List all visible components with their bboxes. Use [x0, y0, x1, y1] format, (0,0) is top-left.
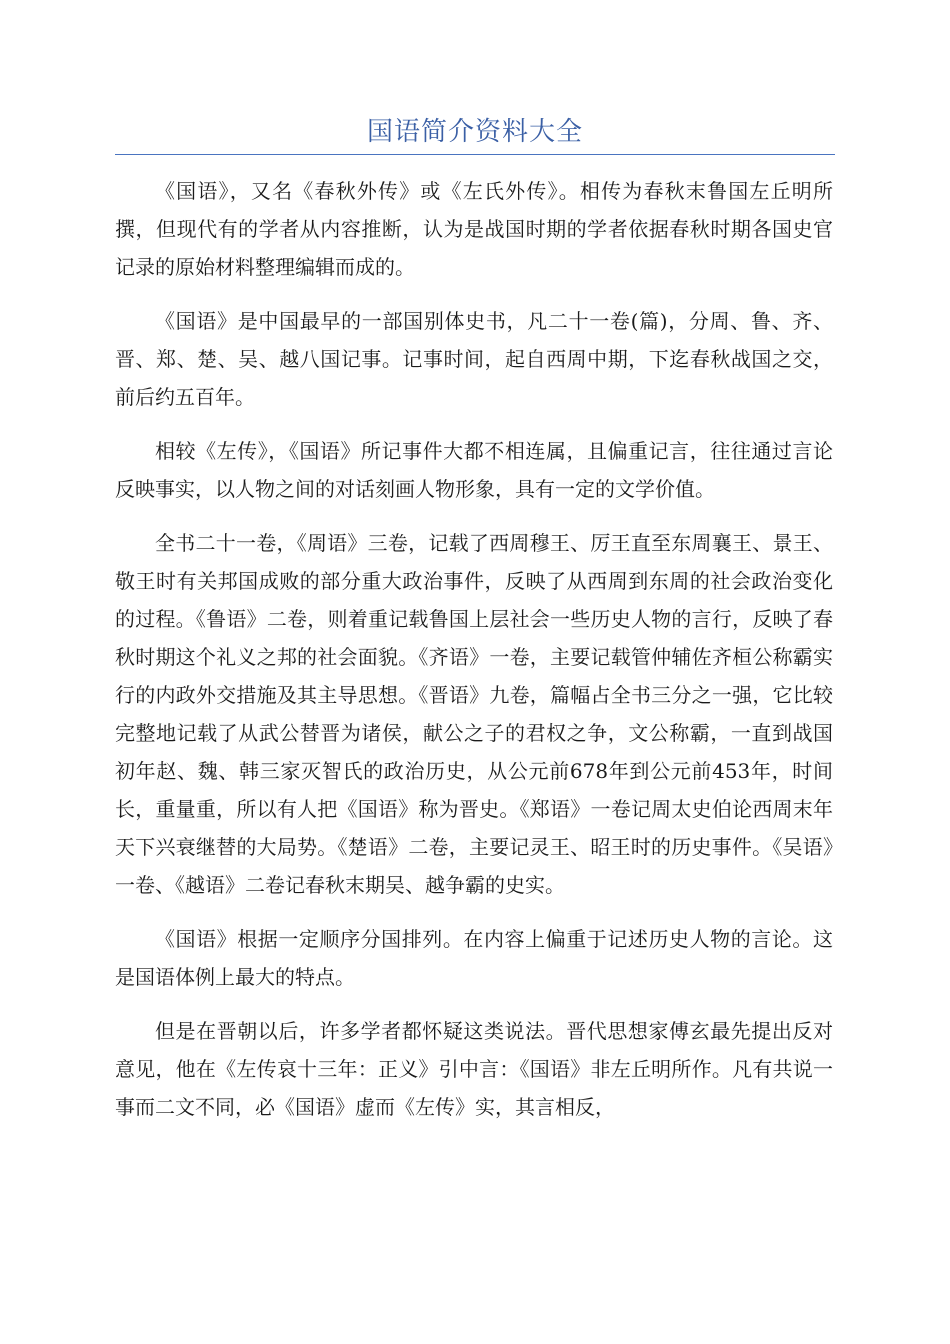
paragraph-arrangement: 《国语》根据一定顺序分国排列。在内容上偏重于记述历史人物的言论。这是国语体例上最大的特点。	[115, 927, 833, 989]
paragraph-overview: 《国语》是中国最早的一部国别体史书，凡二十一卷(篇)，分周、鲁、齐、晋、郑、楚、吴、越八国记事。记事时间，起自西周中期，下迄春秋战国之交，前后约五百年。	[115, 309, 833, 409]
title-underline	[115, 154, 835, 155]
paragraph-comparison: 相较《左传》，《国语》所记事件大都不相连属，且偏重记言，往往通过言论反映事实，以人物之间的对话刻画人物形象，具有一定的文学价值。	[115, 439, 833, 501]
document-body	[115, 172, 833, 1142]
paragraph-intro: 《国语》，又名《春秋外传》或《左氏外传》。相传为春秋末鲁国左丘明所撰，但现代有的学者从内容推断，认为是战国时期的学者依据春秋时期各国史官记录的原始材料整理编辑而成的。	[115, 179, 833, 279]
paragraph-volumes: 全书二十一卷，《周语》三卷，记载了西周穆王、厉王直至东周襄王、景王、敬王时有关邦国成败的部分重大政治事件，反映了从西周到东周的社会政治变化的过程。《鲁语》二卷，则着重记载鲁国上层社会一些历史人物的言行，反映了春秋时期这个礼义之邦的社会面貌。《齐语》一卷，主要记载管仲辅佐齐桓公称霸实行的内政外交措施及其主导思想。《晋语》九卷，篇幅占全书三分之一强，它比较完整地记载了从武公替晋为诸侯，献公之子的君权之争，文公称霸，一直到战国初年赵、魏、韩三家灭智氏的政治历史，从公元前678年到公元前453年，时间长，重量重，所以有人把《国语》称为晋史。《郑语》一卷记周太史伯论西周末年天下兴衰继替的大局势。《楚语》二卷，主要记灵王、昭王时的历史事件。《吴语》一卷、《越语》二卷记春秋末期吴、越争霸的史实。	[115, 531, 833, 897]
page-title: 国语简介资料大全	[366, 117, 583, 147]
paragraph-authorship: 但是在晋朝以后，许多学者都怀疑这类说法。晋代思想家傅玄最先提出反对意见，他在《左传哀十三年：正义》引中言：《国语》非左丘明所作。凡有共说一事而二文不同，必《国语》虚而《左传》实，其言相反，	[115, 1019, 833, 1119]
